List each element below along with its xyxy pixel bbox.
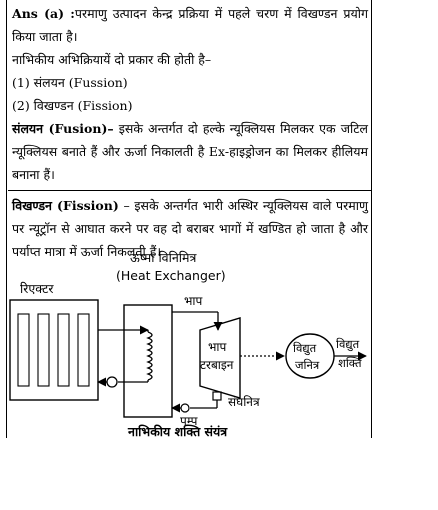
pump-label: पम्प: [180, 414, 198, 428]
reactor-fuel-rods: [18, 314, 89, 386]
answer-line: [12, 2, 368, 48]
answer-text: परमाणु उत्पादन केन्द्र प्रक्रिया में पहले चरण में विखण्डन प्रयोग किया जाता है।: [12, 6, 369, 44]
generator-label-line2: जनित्र: [295, 358, 320, 372]
steam-label: भाप: [184, 294, 203, 308]
answer-label: Ans (a) :: [12, 6, 75, 21]
coolant-pump-icon: [107, 377, 117, 387]
answer-block: [8, 0, 372, 191]
reactor-label: रिएक्टर: [20, 281, 54, 296]
reactor-box: [10, 300, 98, 400]
fission-text: – इसके अन्तर्गत भारी अस्थिर न्यूक्लियस वाले परमाणु पर न्यूट्रॉन से आघात करने पर वह दो बराबर भागों में खण्डित हो जाता है और पर्याप्त मात्रा में ऊर्जा निकलती हैं।: [12, 198, 368, 259]
power-label-line2: शक्ति: [338, 356, 362, 370]
fusion-text: इसके अन्तर्गत दो हल्के न्यूक्लियस मिलकर एक जटिल न्यूक्लियस बनाते हैं और ऊर्जा निकालती है Ex-हाइड्रोजन का मिलकर हीलियम बनाना हैं।: [12, 121, 368, 182]
heat-exchanger-box: [124, 305, 172, 417]
turbine-label-line1: भाप: [208, 340, 227, 354]
heat-exchanger-coil: [148, 332, 152, 380]
turbine-label-line2: टरबाइन: [200, 358, 234, 372]
feed-pump-icon: [181, 404, 189, 412]
generator-label-line1: विद्युत: [293, 341, 317, 355]
intro-text: नाभिकीय अभिक्रियायें दो प्रकार की होती है–: [12, 52, 212, 67]
heat-exchanger-english-label: (Heat Exchanger): [116, 268, 226, 283]
heat-exchanger-label: ऊष्मा विनिमित्र: [130, 250, 197, 265]
diagram-caption: नाभिकीय शक्ति संयंत्र: [128, 424, 228, 438]
nuclear-power-plant-diagram: [8, 250, 370, 438]
list-item-fission: (2) विखण्डन (Fission): [12, 98, 133, 113]
power-label-line1: विद्युत: [336, 337, 360, 351]
fusion-definition: [12, 117, 368, 186]
fusion-term: संलयन (Fusion)–: [12, 121, 114, 136]
fission-term: विखण्डन (Fission): [12, 198, 119, 213]
condenser-icon: [213, 392, 221, 400]
condenser-label: संघनित्र: [228, 395, 260, 409]
list-item-fusion: (1) संलयन (Fussion): [12, 75, 128, 90]
